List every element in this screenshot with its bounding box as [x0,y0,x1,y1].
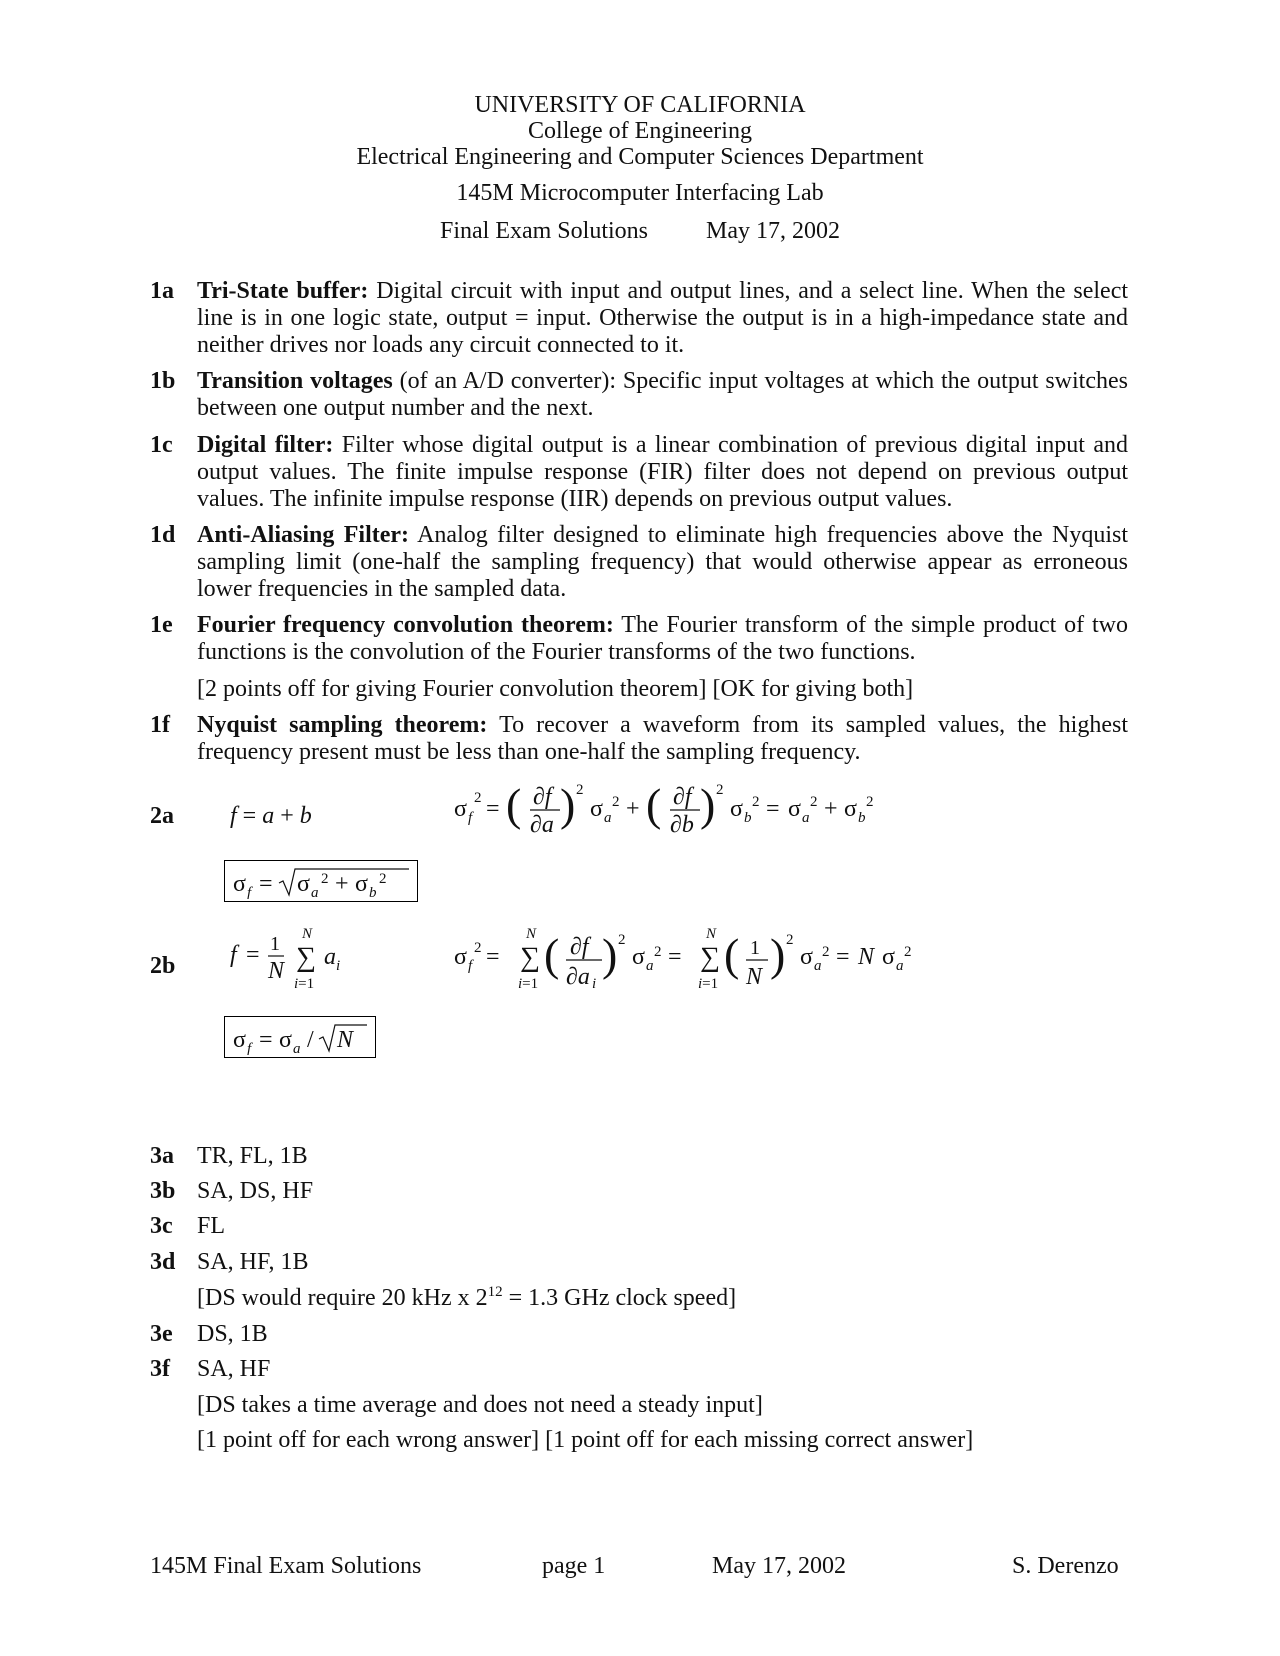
footer-title: 145M Final Exam Solutions [150,1553,422,1579]
answer: FL [197,1213,226,1239]
question-label: 1a [150,278,174,304]
svg-text:∂f: ∂f [570,934,589,960]
equation-2b-prop-svg [450,922,1010,998]
equation-2a-propagation [450,780,1010,840]
svg-text:σ: σ [233,1027,246,1053]
question-3f [150,1356,1128,1383]
svg-text:N: N [746,964,763,990]
svg-text:=: = [486,944,500,970]
svg-text:=: = [259,1027,273,1053]
question-1d [150,522,1128,603]
definition: To recover a waveform from its sampled values, the highest frequency present must be less than one-half the sampling frequency. [197,712,1128,765]
definition: Digital circuit with input and output lines, and a select line. When the select line is in one logic state, output = input. Otherwise the output is in a high-impedance state and neither drives nor loads any circuit connected to it. [197,278,1129,358]
question-label: 3b [150,1178,176,1204]
svg-text:σ: σ [730,796,743,822]
svg-text:f: f [468,958,473,974]
header [0,92,1280,244]
course-title: 145M Microcomputer Interfacing Lab [456,180,824,206]
svg-text:b: b [369,885,377,899]
svg-text:f: f [247,1041,252,1055]
svg-text:2: 2 [474,790,482,806]
definition: Analog filter designed to eliminate high frequencies above the Nyquist sampling limit (one-half the sampling frequency) that would otherwise appear as erroneous lower frequencies in the sampled data. [197,522,1128,602]
footer-date: May 17, 2002 [712,1553,846,1579]
exam-date: May 17, 2002 [706,218,840,244]
svg-text:): ) [602,929,618,980]
svg-text:2: 2 [321,871,329,887]
college: College of Engineering [528,118,752,144]
svg-text:N: N [858,944,875,970]
note-3d-text: [DS would require 20 kHz x 2 [197,1285,488,1311]
university: UNIVERSITY OF CALIFORNIA [474,92,806,118]
question-3a [150,1143,1128,1170]
svg-text:a: a [814,958,822,974]
svg-text:σ: σ [800,944,813,970]
question-1f [150,712,1128,766]
svg-text:2: 2 [866,794,874,810]
svg-text:=: = [668,944,682,970]
svg-text:1: 1 [750,937,760,959]
question-label-2b: 2b [150,953,176,979]
exam-line [0,218,1280,244]
equation-2b-propagation [450,922,1010,998]
question-label: 3c [150,1213,173,1239]
svg-text:∂a: ∂a [530,812,554,838]
question-label: 1d [150,522,176,548]
question-1a [150,278,1128,359]
svg-text:σ: σ [590,796,603,822]
svg-text:i: i [592,976,597,992]
svg-text:σ: σ [454,796,467,822]
equation-2b-function [228,926,358,998]
svg-text:σ: σ [233,871,246,897]
svg-text:=: = [766,796,780,822]
svg-text:i=1: i=1 [294,976,315,992]
note-3f-2: [1 point off for each wrong answer] [1 point off for each missing correct answer] [197,1427,974,1453]
term: Anti-Aliasing Filter: [197,522,410,548]
answer: SA, DS, HF [197,1178,314,1204]
question-label: 1c [150,432,173,458]
svg-text:=: = [259,871,273,897]
svg-text:∂f: ∂f [533,784,552,810]
svg-text:2: 2 [810,794,818,810]
term: Tri-State buffer: [197,278,369,304]
svg-text:i=1: i=1 [698,976,719,992]
definition: The Fourier transform of the simple product of two functions is the convolution of the Fourier transforms of the two functions. [197,612,1128,665]
svg-text:=: = [246,942,260,968]
svg-text:σ: σ [882,944,895,970]
svg-text:a: a [604,810,612,826]
question-1e [150,612,1128,666]
definition: Filter whose digital output is a linear combination of previous digital input and output values. The finite impulse response (FIR) filter does not depend on previous output values. The infinite impulse response (IIR) depends on previous output values. [197,432,1128,512]
svg-text:N: N [337,1027,354,1053]
svg-text:σ: σ [297,871,310,897]
question-label-2a: 2a [150,803,174,829]
svg-text:∂a: ∂a [566,964,590,990]
svg-text:∑: ∑ [296,942,316,973]
svg-text:2: 2 [612,794,620,810]
answer: SA, HF [197,1356,271,1382]
svg-text:(: ( [724,929,740,980]
answer: TR, FL, 1B [197,1143,308,1169]
equation-2a-function: f = a + b [230,803,312,829]
answer-box-2b [224,1016,376,1058]
question-label: 1f [150,712,170,738]
svg-text:N: N [526,926,537,942]
equation-2a-svg [450,780,1010,840]
svg-text:(: ( [544,929,560,980]
question-1b [150,368,1128,422]
definition: (of an A/D converter): Specific input voltages at which the output switches between one output number and the next. [197,368,1128,421]
svg-text:a: a [896,958,904,974]
svg-text:a: a [802,810,810,826]
svg-text:N: N [268,958,285,984]
svg-text:a: a [293,1041,301,1055]
footer-page-number: page 1 [542,1553,606,1579]
note-1e: [2 points off for giving Fourier convolution theorem] [OK for giving both] [197,676,914,702]
svg-text:(: ( [506,780,522,830]
answer: DS, 1B [197,1321,268,1347]
svg-text:+: + [824,796,838,822]
svg-text:σ: σ [632,944,645,970]
svg-text:σ: σ [844,796,857,822]
svg-text:∑: ∑ [700,942,720,973]
svg-text:2: 2 [716,782,724,798]
svg-text:2: 2 [576,782,584,798]
svg-text:f: f [247,885,252,899]
svg-text:2: 2 [752,794,760,810]
svg-text:+: + [626,796,640,822]
question-label: 3e [150,1321,173,1347]
svg-text:f: f [468,810,473,826]
svg-text:b: b [858,810,866,826]
svg-text:i: i [336,958,341,974]
svg-text:): ) [770,929,786,980]
svg-text:+: + [335,871,349,897]
equation-2b-svg [228,926,358,998]
term: Transition voltages [197,368,393,394]
question-label: 1e [150,612,173,638]
note-3f-1: [DS takes a time average and does not need a steady input] [197,1392,763,1418]
svg-text:=: = [836,944,850,970]
question-3e [150,1321,1128,1348]
answer: SA, HF, 1B [197,1249,309,1275]
question-3c [150,1213,1128,1240]
svg-text:(: ( [646,780,662,830]
question-label: 3a [150,1143,174,1169]
answer-2b-svg [233,1019,367,1055]
svg-text:σ: σ [454,944,467,970]
svg-text:1: 1 [270,933,280,955]
svg-text:2: 2 [618,932,626,948]
term: Digital filter: [197,432,334,458]
svg-text:∂b: ∂b [670,812,694,838]
svg-text:σ: σ [355,871,368,897]
svg-text:N: N [302,926,313,942]
svg-text:/: / [307,1027,314,1053]
svg-text:σ: σ [788,796,801,822]
svg-text:): ) [560,780,576,830]
svg-text:2: 2 [474,940,482,956]
svg-text:2: 2 [904,944,912,960]
svg-text:σ: σ [279,1027,292,1053]
term: Fourier frequency convolution theorem: [197,612,614,638]
exam-title: Final Exam Solutions [439,218,648,244]
svg-text:∂f: ∂f [673,784,692,810]
note-3d [197,1285,736,1312]
svg-text:2: 2 [654,944,662,960]
answer-box-2a [224,860,418,902]
note-3d-exponent: 12 [487,1284,503,1300]
svg-text:2: 2 [786,932,794,948]
svg-text:∑: ∑ [520,942,540,973]
term: Nyquist sampling theorem: [197,712,488,738]
svg-text:i=1: i=1 [518,976,539,992]
question-label: 3f [150,1356,170,1382]
svg-text:a: a [646,958,654,974]
svg-text:): ) [700,780,716,830]
note-3d-end: = 1.3 GHz clock speed] [502,1285,737,1311]
svg-text:a: a [311,885,319,899]
question-label: 1b [150,368,176,394]
svg-text:2: 2 [379,871,387,887]
question-label: 3d [150,1249,176,1275]
question-3d [150,1249,1128,1276]
footer-author: S. Derenzo [1012,1553,1119,1579]
question-3b [150,1178,1128,1205]
svg-text:2: 2 [822,944,830,960]
svg-text:a: a [324,944,336,970]
department: Electrical Engineering and Computer Sciences Department [356,144,924,170]
answer-2a-svg [233,863,409,899]
svg-text:b: b [744,810,752,826]
svg-text:=: = [486,796,500,822]
svg-text:f: f [230,942,237,968]
question-1c [150,432,1128,513]
svg-text:N: N [706,926,717,942]
